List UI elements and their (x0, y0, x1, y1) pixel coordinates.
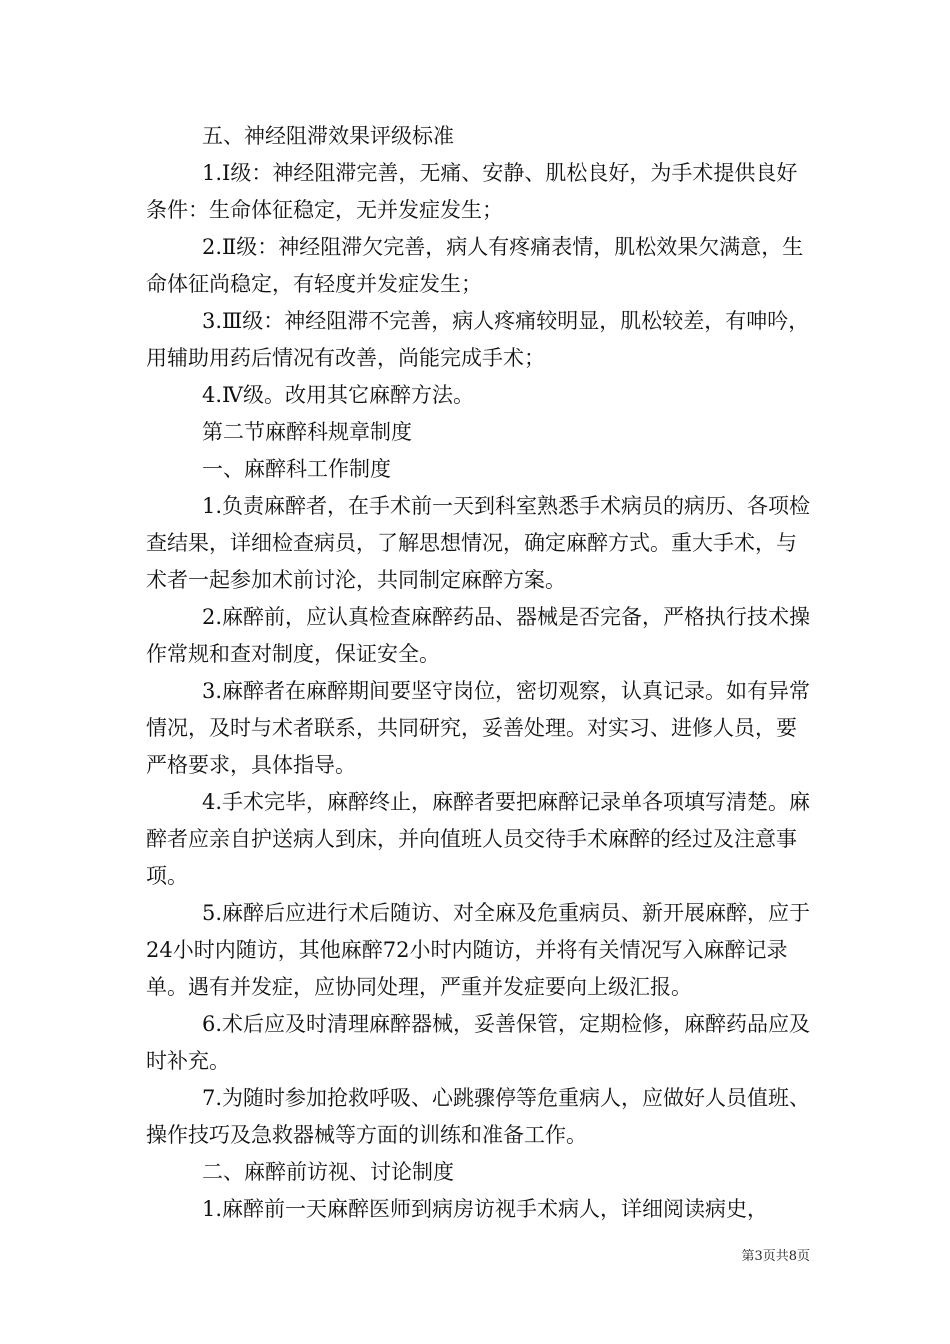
section-heading-nerve-block-grading: 五、神经阻滞效果评级标准 (202, 124, 454, 148)
page-number: 第3页共8页 (741, 1249, 810, 1264)
paragraph-rule-6: 6.术后应及时清理麻醉器械，妥善保管，定期检修，麻醉药品应及时补充。 (146, 1012, 811, 1073)
section-heading-preanesthesia-visit: 二、麻醉前访视、讨论制度 (202, 1160, 454, 1184)
paragraph-rule-3: 3.麻醉者在麻醉期间要坚守岗位，密切观察，认真记录。如有异常情况，及时与术者联系，共同研究，妥善处理。对实习、进修人员，要严格要求，具体指导。 (146, 679, 811, 777)
paragraph-grade-1: 1.Ⅰ级：神经阻滞完善，无痛、安静、肌松良好，为手术提供良好条件：生命体征稳定，无并发症发生； (146, 161, 798, 222)
chapter-heading-regulations: 第二节麻醉科规章制度 (202, 420, 412, 444)
paragraph-rule-1: 1.负责麻醉者，在手术前一天到科室熟悉手术病员的病历、各项检查结果，详细检查病员，了解思想情况，确定麻醉方式。重大手术，与术者一起参加术前讨沦，共同制定麻醉方案。 (146, 494, 811, 592)
section-heading-work-system: 一、麻醉科工作制度 (202, 457, 391, 481)
paragraph-rule-7: 7.为随时参加抢救呼吸、心跳骤停等危重病人，应做好人员值班、操作技巧及急救器械等方面的训练和准备工作。 (146, 1086, 811, 1147)
paragraph-visit-1: 1.麻醉前一天麻醉医师到病房访视手术病人，详细阅读病史， (202, 1197, 769, 1221)
paragraph-grade-3: 3.Ⅲ级：神经阻滞不完善，病人疼痛较明显，肌松较差，有呻吟，用辅助用药后情况有改善，尚能完成手术； (146, 309, 810, 370)
document-body (146, 118, 812, 1228)
paragraph-rule-2: 2.麻醉前，应认真检查麻醉药品、器械是否完备，严格执行技术操作常规和查对制度，保证安全。 (146, 605, 811, 666)
paragraph-grade-2: 2.Ⅱ级：神经阻滞欠完善，病人有疼痛表情，肌松效果欠满意，生命体征尚稳定，有轻度并发症发生； (146, 235, 804, 296)
paragraph-rule-4: 4.手术完毕，麻醉终止，麻醉者要把麻醉记录单各项填写清楚。麻醉者应亲自护送病人到床，并向值班人员交待手术麻醉的经过及注意事项。 (146, 790, 811, 888)
paragraph-rule-5: 5.麻醉后应进行术后随访、对全麻及危重病员、新开展麻醉，应于24小时内随访，其他麻醉72小时内随访，并将有关情况写入麻醉记录单。遇有并发症，应协同处理，严重并发症要向上级汇报。 (146, 901, 811, 999)
paragraph-grade-4: 4.Ⅳ级。改用其它麻醉方法。 (202, 383, 475, 407)
